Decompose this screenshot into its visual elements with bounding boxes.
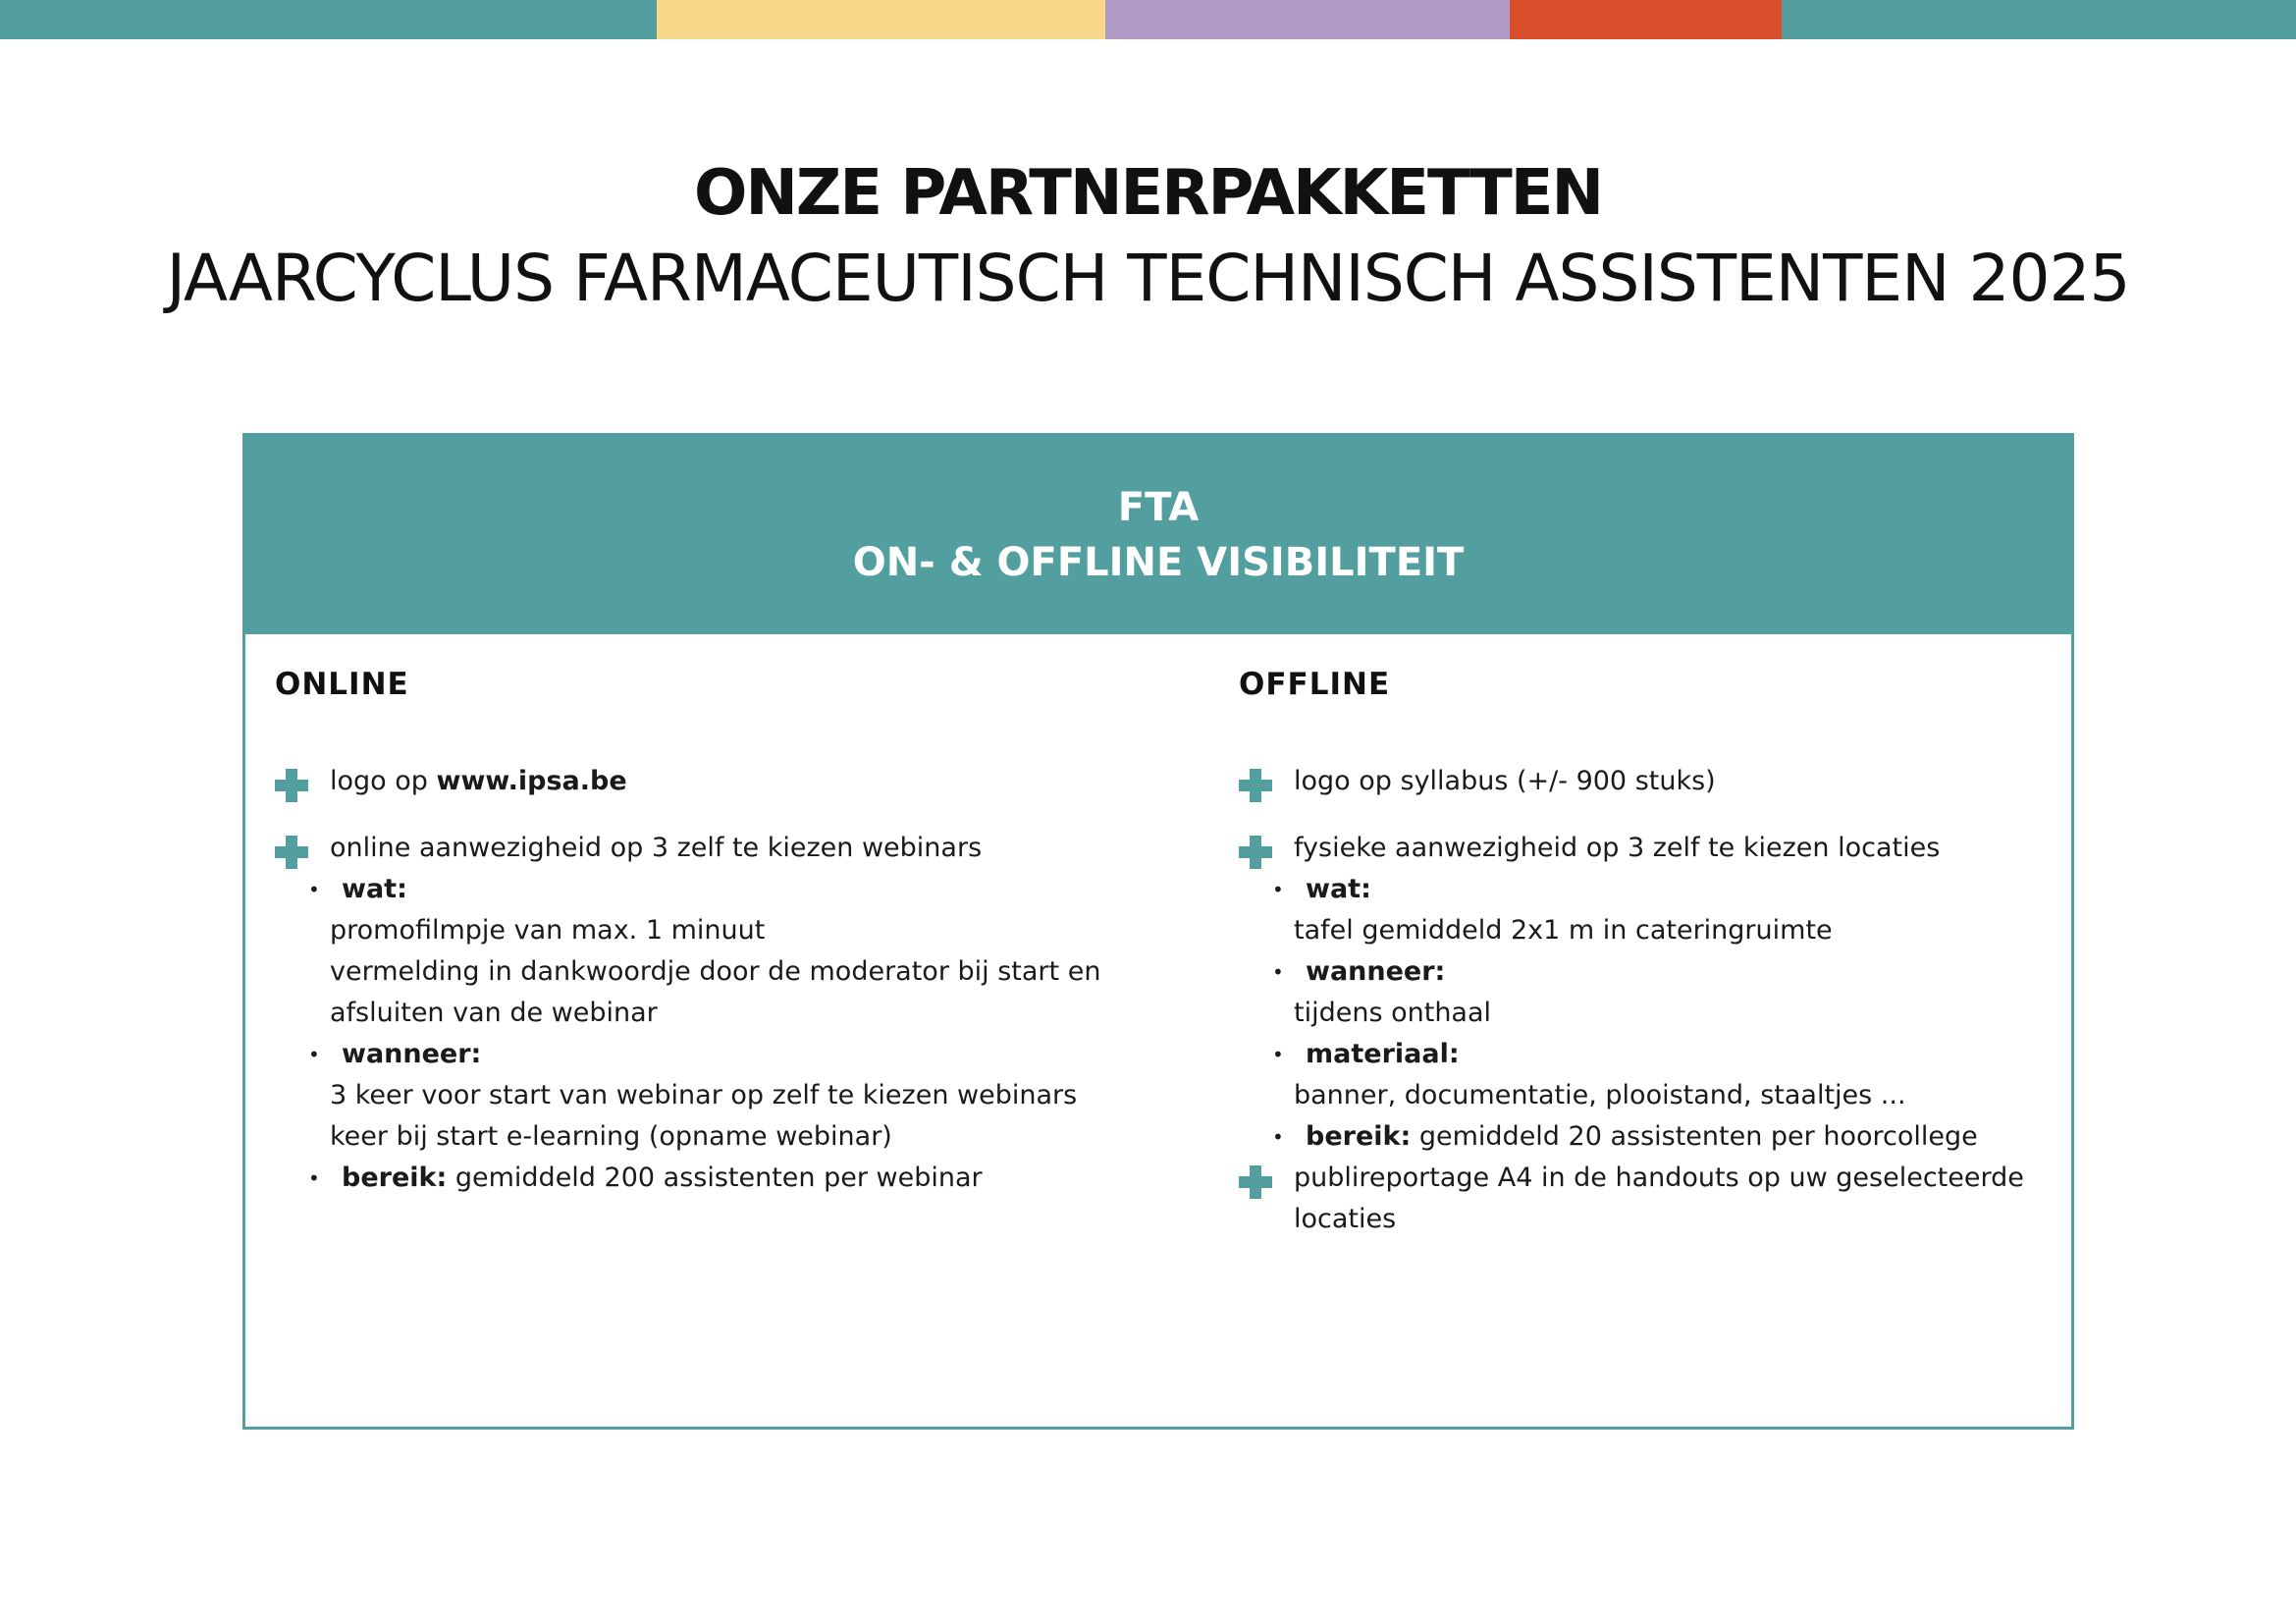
offline-materiaal-label: materiaal:: [1306, 1039, 1460, 1069]
plus-icon: [1239, 836, 1272, 869]
online-item-logo-url: www.ipsa.be: [436, 766, 627, 796]
plus-icon: [1239, 1165, 1272, 1199]
online-wat-line2: vermelding in dankwoordje door de moderator bij start en: [330, 956, 1101, 987]
online-item-presence: [275, 828, 1158, 869]
online-item-logo: [275, 761, 1158, 802]
online-wanneer-line2: keer bij start e-learning (opname webinar): [330, 1121, 892, 1152]
bullet-icon: •: [1272, 1043, 1284, 1066]
bullet-icon: •: [1272, 1125, 1284, 1149]
color-segment-teal: [0, 0, 657, 39]
card-header-line1: FTA: [1117, 485, 1200, 530]
offline-materiaal-bullet: [1239, 1034, 2063, 1075]
online-heading: ONLINE: [275, 667, 409, 702]
offline-heading: OFFLINE: [1239, 667, 1391, 702]
offline-bereik-text: gemiddeld 20 assistenten per hoorcollege: [1411, 1121, 1978, 1152]
bullet-icon: •: [1272, 878, 1284, 901]
bullet-icon: •: [1272, 960, 1284, 984]
package-card: [242, 433, 2074, 1430]
offline-wanneer-label: wanneer:: [1306, 956, 1446, 987]
offline-wat-line1: tafel gemiddeld 2x1 m in cateringruimte: [1294, 915, 1833, 946]
offline-wanneer-bullet: [1239, 951, 2063, 993]
plus-icon: [275, 836, 308, 869]
online-wat-line1: promofilmpje van max. 1 minuut: [330, 915, 766, 946]
offline-wanneer-line1: tijdens onthaal: [1294, 998, 1492, 1028]
card-header-line2: ON- & OFFLINE VISIBILITEIT: [852, 540, 1465, 585]
offline-wat-bullet: [1239, 869, 2063, 910]
offline-bereik-label: bereik:: [1306, 1121, 1412, 1152]
online-bereik-text: gemiddeld 200 assistenten per webinar: [447, 1163, 983, 1193]
page-subtitle: JAARCYCLUS FARMACEUTISCH TECHNISCH ASSISTENTEN 2025: [166, 241, 2130, 316]
color-segment-orange: [1510, 0, 1782, 39]
online-bereik-label: bereik:: [342, 1163, 448, 1193]
offline-item-logo-text: logo op syllabus (+/- 900 stuks): [1294, 766, 1716, 796]
offline-wat-label: wat:: [1306, 874, 1371, 904]
offline-item-publireportage-line1: publireportage A4 in de handouts op uw geselecteerde: [1294, 1163, 2024, 1193]
online-item-logo-prefix: logo op: [330, 766, 437, 796]
plus-icon: [1239, 769, 1272, 802]
bullet-icon: •: [308, 1043, 320, 1066]
offline-bereik-bullet: [1239, 1116, 2063, 1158]
offline-item-publireportage: [1239, 1158, 2063, 1240]
offline-item-presence-text: fysieke aanwezigheid op 3 zelf te kiezen locaties: [1294, 833, 1941, 863]
online-wanneer-line1: 3 keer voor start van webinar op zelf te kiezen webinars: [330, 1080, 1078, 1110]
online-item-presence-text: online aanwezigheid op 3 zelf te kiezen webinars: [330, 833, 983, 863]
color-segment-teal-right: [1782, 0, 2296, 39]
online-bereik-bullet: [275, 1158, 1158, 1199]
top-color-bar: [0, 0, 2296, 39]
bullet-icon: •: [308, 878, 320, 901]
online-wanneer-label: wanneer:: [342, 1039, 482, 1069]
offline-item-presence: [1239, 828, 2063, 869]
offline-item-publireportage-line2: locaties: [1294, 1204, 1397, 1234]
offline-column: [1239, 667, 2063, 1240]
offline-materiaal-line1: banner, documentatie, plooistand, staaltjes ...: [1294, 1080, 1906, 1110]
online-wat-label: wat:: [342, 874, 407, 904]
color-segment-yellow: [657, 0, 1105, 39]
card-header: [245, 436, 2071, 634]
offline-item-logo: [1239, 761, 2063, 802]
plus-icon: [275, 769, 308, 802]
online-wanneer-bullet: [275, 1034, 1158, 1075]
page-title: ONZE PARTNERPAKKETTEN: [693, 157, 1603, 230]
color-segment-purple: [1105, 0, 1510, 39]
online-wat-bullet: [275, 869, 1158, 910]
online-column: [275, 667, 1158, 1199]
online-wat-line3: afsluiten van de webinar: [330, 998, 658, 1028]
bullet-icon: •: [308, 1166, 320, 1190]
